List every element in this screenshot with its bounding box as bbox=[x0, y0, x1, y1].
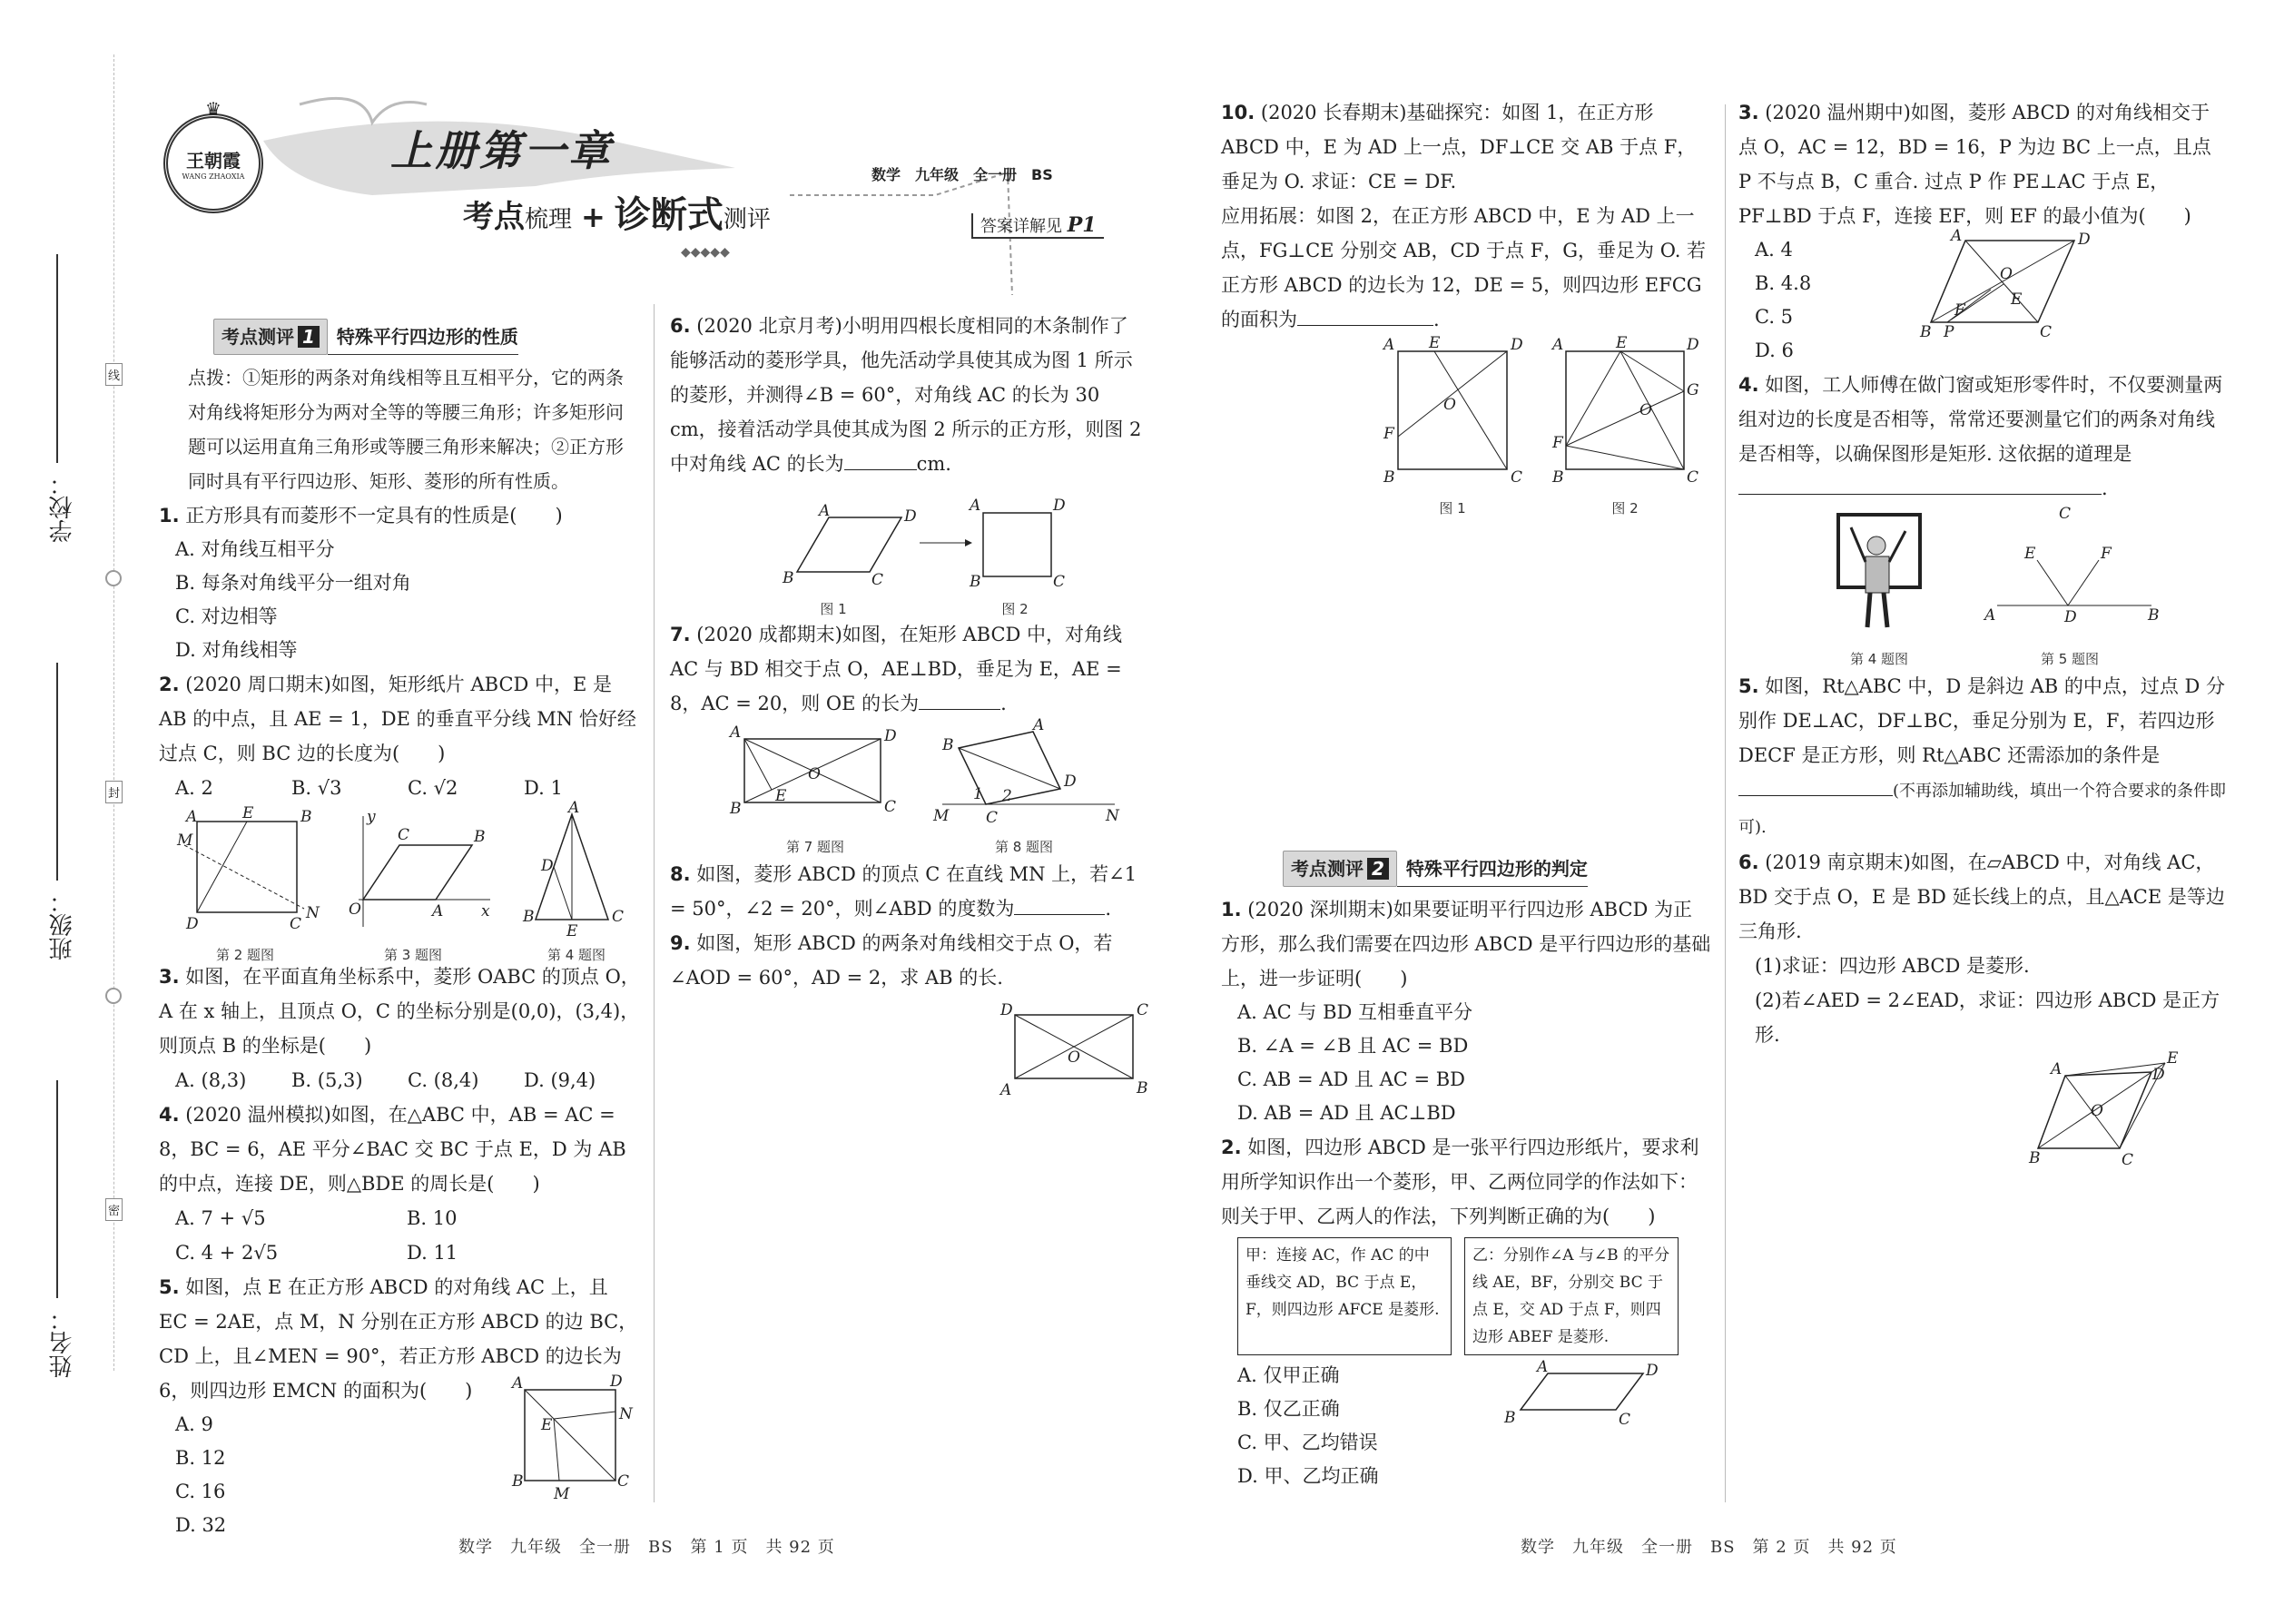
svg-text:1: 1 bbox=[973, 785, 983, 803]
figures-q7-q8: A D O E B C 第 7 题图 B A D C M N 1 2 第 8 题图 bbox=[670, 721, 1147, 857]
svg-text:C: C bbox=[612, 908, 625, 926]
svg-text:A: A bbox=[1552, 336, 1564, 354]
svg-text:A: A bbox=[1984, 606, 1996, 625]
figure-q9 bbox=[997, 1002, 1156, 1102]
q5-d: D. 32 bbox=[175, 1514, 227, 1536]
svg-text:D: D bbox=[541, 857, 554, 875]
method-jia: 甲：连接 AC，作 AC 的中垂线交 AD，BC 于点 E，F，则四边形 AFCE 是菱形. bbox=[1237, 1237, 1452, 1355]
svg-text:D: D bbox=[884, 727, 897, 745]
q5: 5. 如图，点 E 在正方形 ABCD 的对角线 AC 上，且 EC = 2AE，点 M，N 分别在正方形 ABCD 的边 BC，CD 上，且∠MEN = 90°，若正方形 ABCD 的边长为 6，则四边形 EMCN 的面积为( ) bbox=[159, 1276, 638, 1402]
class-label: 班级： bbox=[49, 890, 76, 960]
figure-p3 bbox=[1920, 227, 2092, 341]
section-2-header: 考点测评 2 特殊平行四边形的判定 bbox=[1283, 851, 1711, 887]
svg-text:C: C bbox=[1511, 468, 1523, 487]
svg-text:C: C bbox=[617, 1472, 630, 1491]
svg-text:B: B bbox=[300, 808, 312, 826]
figure-q2 bbox=[177, 804, 322, 936]
section-1-header: 考点测评 1 特殊平行四边形的性质 bbox=[213, 319, 640, 355]
seal-line: 线 bbox=[105, 363, 123, 386]
seal-dense: 密 bbox=[105, 1198, 123, 1221]
svg-text:B: B bbox=[1920, 323, 1932, 341]
column-1 bbox=[159, 313, 640, 1542]
svg-text:D: D bbox=[610, 1373, 623, 1391]
figures-q6: A D B C A D B C 图 1 图 2 bbox=[783, 497, 1066, 617]
binding-margin bbox=[36, 236, 136, 1489]
svg-text:E: E bbox=[1616, 334, 1628, 352]
svg-text:C: C bbox=[290, 915, 302, 933]
svg-text:A: A bbox=[819, 502, 831, 520]
svg-text:A: A bbox=[2051, 1060, 2063, 1078]
q1-c: C. 对边相等 bbox=[175, 605, 278, 627]
header-dots: ◆◆◆◆◆ bbox=[681, 245, 730, 260]
svg-text:C: C bbox=[2059, 505, 2072, 523]
svg-text:O: O bbox=[1639, 401, 1652, 419]
svg-text:F: F bbox=[1954, 301, 1965, 320]
svg-text:M: M bbox=[933, 807, 950, 825]
svg-text:A: A bbox=[1383, 336, 1395, 354]
svg-text:B: B bbox=[523, 908, 535, 926]
q2-options: A. 2 B. √3 C. √2 D. 1 bbox=[175, 777, 563, 799]
svg-text:A: A bbox=[1537, 1358, 1549, 1376]
svg-text:F: F bbox=[1383, 425, 1394, 443]
svg-text:N: N bbox=[1106, 807, 1119, 825]
svg-text:B: B bbox=[783, 569, 794, 587]
svg-text:A: A bbox=[512, 1374, 524, 1393]
p3-d: D. 6 bbox=[1755, 340, 1794, 361]
svg-text:A: A bbox=[970, 497, 981, 515]
p2-b: B. 仅乙正确 bbox=[1237, 1398, 1340, 1420]
svg-text:E: E bbox=[1429, 334, 1441, 352]
svg-text:B: B bbox=[1552, 468, 1564, 487]
svg-text:E: E bbox=[2011, 290, 2023, 309]
svg-text:C: C bbox=[398, 826, 410, 844]
svg-text:D: D bbox=[1000, 1001, 1013, 1019]
q3: 3. 如图，在平面直角坐标系中，菱形 OABC 的顶点 O，A 在 x 轴上，且顶点 O，C 的坐标分别是(0,0)，(3,4)，则顶点 B 的坐标是( ) bbox=[159, 966, 640, 1057]
figure-q4 bbox=[517, 799, 635, 941]
method-yi: 乙：分别作∠A 与∠B 的平分线 AE，BF，分别交 BC 于点 E，交 AD 于点 F，则四边形 ABEF 是菱形. bbox=[1464, 1237, 1679, 1355]
p3: 3. (2020 温州期中)如图，菱形 ABCD 的对角线相交于点 O，AC = 12，BD = 16，P 为边 BC 上一点，且点 P 不与点 B，C 重合. 过点 P 作 PE⊥AC 于点 E，PF⊥BD 于点 F，连接 EF，则 EF 的最小值为( ) bbox=[1738, 102, 2211, 227]
svg-text:C: C bbox=[986, 809, 999, 827]
svg-text:D: D bbox=[2152, 1066, 2165, 1084]
svg-text:D: D bbox=[186, 915, 199, 933]
p6: 6. (2019 南京期末)如图，在▱ABCD 中，对角线 AC，BD 交于点 O，E 是 BD 延长线上的点，且△ACE 是等边三角形. bbox=[1738, 851, 2225, 942]
svg-text:B: B bbox=[512, 1472, 524, 1491]
p4: 4. 如图，工人师傅在做门窗或矩形零件时，不仅要测量两组对边的长度是否相等，常常还要测量它们的两条对角线是否相等，以确保图形是矩形. 这依据的道理是. bbox=[1738, 374, 2223, 499]
svg-text:B: B bbox=[2148, 606, 2160, 625]
svg-text:C: C bbox=[2122, 1151, 2134, 1169]
figure-p2 bbox=[1493, 1359, 1666, 1432]
q1-b: B. 每条对角线平分一组对角 bbox=[175, 572, 411, 594]
svg-text:C: C bbox=[2040, 323, 2053, 341]
svg-text:N: N bbox=[306, 904, 320, 922]
svg-text:F: F bbox=[1552, 434, 1563, 452]
svg-text:A: A bbox=[1951, 227, 1963, 245]
p2-c: C. 甲、乙均错误 bbox=[1237, 1432, 1378, 1453]
figure-p4-worker bbox=[1820, 509, 1929, 636]
svg-text:P: P bbox=[1944, 323, 1954, 341]
p6-part2: (2)若∠AED = 2∠EAD，求证：四边形 ABCD 是正方形. bbox=[1755, 989, 2220, 1046]
p2: 2. 如图，四边形 ABCD 是一张平行四边形纸片，要求利用所学知识作出一个菱形，甲、乙两位同学的作法如下：则关于甲、乙两人的作法，下列判断正确的为( ) bbox=[1221, 1137, 1699, 1227]
svg-text:A: A bbox=[1033, 716, 1045, 734]
svg-text:O: O bbox=[2000, 265, 2013, 283]
svg-text:E: E bbox=[541, 1416, 553, 1434]
footer-left: 数学 九年级 全一册 BS 第 1 页 共 92 页 bbox=[458, 1538, 835, 1557]
p2-a: A. 仅甲正确 bbox=[1237, 1364, 1340, 1386]
svg-text:M: M bbox=[554, 1485, 570, 1503]
column-3 bbox=[1221, 95, 1711, 1493]
q5-b: B. 12 bbox=[175, 1447, 226, 1469]
figures-q2-q4: A E B M D C N 第 2 题图 O A B C y x 第 3 题图 A D B C E 第 4 题图 bbox=[159, 805, 640, 960]
q5-a: A. 9 bbox=[175, 1413, 213, 1435]
svg-text:O: O bbox=[1443, 396, 1456, 414]
q3-options: A. (8,3) B. (5,3) C. (8,4) D. (9,4) bbox=[175, 1069, 596, 1091]
svg-text:x: x bbox=[481, 902, 490, 920]
school-label: 学校： bbox=[49, 472, 76, 543]
svg-text:C: C bbox=[1053, 573, 1066, 591]
figure-q5 bbox=[508, 1372, 633, 1503]
footer-right: 数学 九年级 全一册 BS 第 2 页 共 92 页 bbox=[1521, 1538, 1897, 1557]
figure-p5 bbox=[1979, 506, 2161, 624]
svg-text:B: B bbox=[474, 828, 486, 846]
svg-text:D: D bbox=[1687, 336, 1699, 354]
figures-q10: A E D O F B C A E D G O F B C 图 1 图 2 bbox=[1383, 334, 1699, 517]
svg-text:C: C bbox=[1687, 468, 1699, 487]
svg-text:G: G bbox=[1687, 381, 1699, 399]
svg-text:E: E bbox=[242, 804, 254, 822]
svg-text:A: A bbox=[1000, 1081, 1012, 1099]
svg-text:B: B bbox=[1137, 1079, 1148, 1097]
svg-text:F: F bbox=[2101, 545, 2112, 563]
header bbox=[136, 86, 1153, 268]
svg-text:D: D bbox=[2078, 231, 2091, 249]
svg-text:A: A bbox=[432, 902, 444, 920]
svg-text:A: A bbox=[568, 799, 580, 817]
svg-text:C: C bbox=[884, 798, 897, 816]
svg-text:B: B bbox=[2029, 1149, 2041, 1167]
svg-text:D: D bbox=[1064, 773, 1077, 791]
p3-c: C. 5 bbox=[1755, 306, 1794, 328]
q10-extension: 应用拓展：如图 2，在正方形 ABCD 中，E 为 AD 上一点，FG⊥CE 分别交 AB，CD 于点 F，G，垂足为 O. 若正方形 ABCD 的边长为 12，DE = 5，则四边形 EFCG 的面积为 . bbox=[1221, 205, 1707, 330]
svg-text:B: B bbox=[942, 736, 954, 754]
svg-text:E: E bbox=[2167, 1049, 2179, 1068]
p1-b: B. ∠A = ∠B 且 AC = BD bbox=[1237, 1035, 1469, 1057]
meta-line: 数学 九年级 全一册 BS bbox=[871, 166, 1053, 183]
svg-text:y: y bbox=[367, 808, 376, 826]
svg-text:D: D bbox=[1646, 1362, 1659, 1380]
q4-options: A. 7 + √5 B. 10 C. 4 + 2√5 D. 11 bbox=[175, 1207, 458, 1264]
svg-text:C: C bbox=[1137, 1001, 1149, 1019]
svg-text:E: E bbox=[775, 787, 787, 805]
svg-text:E: E bbox=[2024, 545, 2036, 563]
svg-text:C: C bbox=[871, 571, 884, 589]
chapter-title: 上册第一章 bbox=[390, 126, 613, 175]
svg-text:O: O bbox=[1068, 1048, 1080, 1067]
q7: 7. (2020 成都期末)如图，在矩形 ABCD 中，对角线 AC 与 BD 相交于点 O，AE⊥BD，垂足为 E，AE = 8，AC = 20，则 OE 的长为 . bbox=[670, 624, 1123, 714]
logo-crown-icon: ♛ bbox=[205, 98, 222, 120]
svg-text:O: O bbox=[2091, 1102, 2103, 1120]
p1-c: C. AB = AD 且 AC = BD bbox=[1237, 1068, 1466, 1090]
subtitle: 考点 梳理 + 诊断式 测评 bbox=[463, 194, 771, 236]
q8: 8. 如图，菱形 ABCD 的顶点 C 在直线 MN 上，若∠1 = 50°，∠2 = 20°，则∠ABD 的度数为 . bbox=[670, 863, 1137, 920]
name-label: 姓名： bbox=[49, 1307, 76, 1378]
q1: 1. 正方形具有而菱形不一定具有的性质是( ) bbox=[159, 505, 563, 527]
figure-p6 bbox=[2029, 1049, 2183, 1169]
p2-methods bbox=[1221, 1237, 1711, 1355]
p5: 5. 如图，Rt△ABC 中，D 是斜边 AB 的中点，过点 D 分别作 DE⊥AC，DF⊥BC，垂足分别为 E，F，若四边形 DECF 是正方形，则 Rt△ABC 还需添加的条件是(不再添加辅助线，填出一个符合要求的条件即可). bbox=[1738, 675, 2227, 837]
q6: 6. (2020 北京月考)小明用四根长度相同的木条制作了能够活动的菱形学具，他先活动学具使其成为图 1 所示的菱形，并测得∠B = 60°，对角线 AC 的长为 30 cm，接着活动学具使其成为图 2 所示的正方形，则图 2 中对角线 AC 的长为 cm. bbox=[670, 315, 1142, 475]
p6-part1: (1)求证：四边形 ABCD 是菱形. bbox=[1755, 955, 2030, 977]
p1: 1. (2020 深圳期末)如果要证明平行四边形 ABCD 为正方形，那么我们需要在四边形 ABCD 是平行四边形的基础上，进一步证明( ) bbox=[1221, 899, 1711, 989]
svg-text:B: B bbox=[1504, 1409, 1516, 1427]
p3-a: A. 4 bbox=[1755, 239, 1793, 261]
svg-text:O: O bbox=[349, 901, 361, 919]
svg-text:B: B bbox=[1383, 468, 1395, 487]
svg-text:B: B bbox=[730, 800, 742, 818]
svg-text:O: O bbox=[808, 765, 821, 783]
svg-text:M: M bbox=[177, 832, 193, 850]
svg-text:D: D bbox=[1053, 497, 1066, 515]
figures-p4-p5: 第 4 题图 C E F A D B 第 5 题图 bbox=[1738, 506, 2229, 669]
figure-q3 bbox=[336, 809, 495, 936]
svg-text:A: A bbox=[186, 808, 198, 826]
svg-text:C: C bbox=[1619, 1411, 1631, 1429]
q4: 4. (2020 温州模拟)如图，在△ABC 中，AB = AC = 8，BC = 6，AE 平分∠BAC 交 BC 于点 E，D 为 AB 的中点，连接 DE，则△BDE 的周长是( ) bbox=[159, 1104, 626, 1195]
q1-d: D. 对角线相等 bbox=[175, 639, 298, 661]
q5-c: C. 16 bbox=[175, 1481, 226, 1502]
column-4 bbox=[1738, 95, 2229, 1177]
p1-a: A. AC 与 BD 互相垂直平分 bbox=[1237, 1001, 1473, 1023]
seal-fence: 封 bbox=[105, 781, 123, 803]
svg-text:D: D bbox=[1511, 336, 1523, 354]
figure-q7 bbox=[724, 721, 906, 830]
tip: 点拨：①矩形的两条对角线相等且互相平分，它的两条对角线将矩形分为两对全等的等腰三角形；许多矩形问题可以运用直角三角形或等腰三角形来解决；②正方形同时具有平行四边形、矩形、菱形的所有性质。 bbox=[188, 367, 624, 492]
p2-d: D. 甲、乙均正确 bbox=[1237, 1465, 1379, 1487]
svg-text:N: N bbox=[619, 1405, 633, 1423]
q9: 9. 如图，矩形 ABCD 的两条对角线相交于点 O，若∠AOD = 60°，AD = 2，求 AB 的长. bbox=[670, 932, 1113, 989]
p3-b: B. 4.8 bbox=[1755, 272, 1812, 294]
answer-ref: 答案详解见 P1 bbox=[971, 213, 1104, 239]
logo-badge: ♛ 王朝霞 WANG ZHAOXIA bbox=[163, 113, 263, 213]
svg-text:2: 2 bbox=[1002, 787, 1012, 805]
svg-text:D: D bbox=[2064, 608, 2077, 626]
p1-d: D. AB = AD 且 AC⊥BD bbox=[1237, 1102, 1456, 1124]
q2: 2. (2020 周口期末)如图，矩形纸片 ABCD 中，E 是 AB 的中点，且 AE = 1，DE 的垂直平分线 MN 恰好经过点 C，则 BC 边的长度为( ) bbox=[159, 674, 636, 764]
figure-q8 bbox=[933, 716, 1124, 830]
svg-text:D: D bbox=[904, 507, 917, 526]
q10: 10. (2020 长春期末)基础探究：如图 1，在正方形 ABCD 中，E 为 AD 上一点，DF⊥CE 交 AB 于点 F，垂足为 O. 求证：CE = DF. bbox=[1221, 102, 1697, 192]
svg-text:E: E bbox=[566, 922, 578, 940]
svg-text:B: B bbox=[970, 573, 981, 591]
q1-a: A. 对角线互相平分 bbox=[175, 538, 335, 560]
svg-text:A: A bbox=[730, 723, 742, 742]
column-2 bbox=[670, 309, 1147, 1113]
